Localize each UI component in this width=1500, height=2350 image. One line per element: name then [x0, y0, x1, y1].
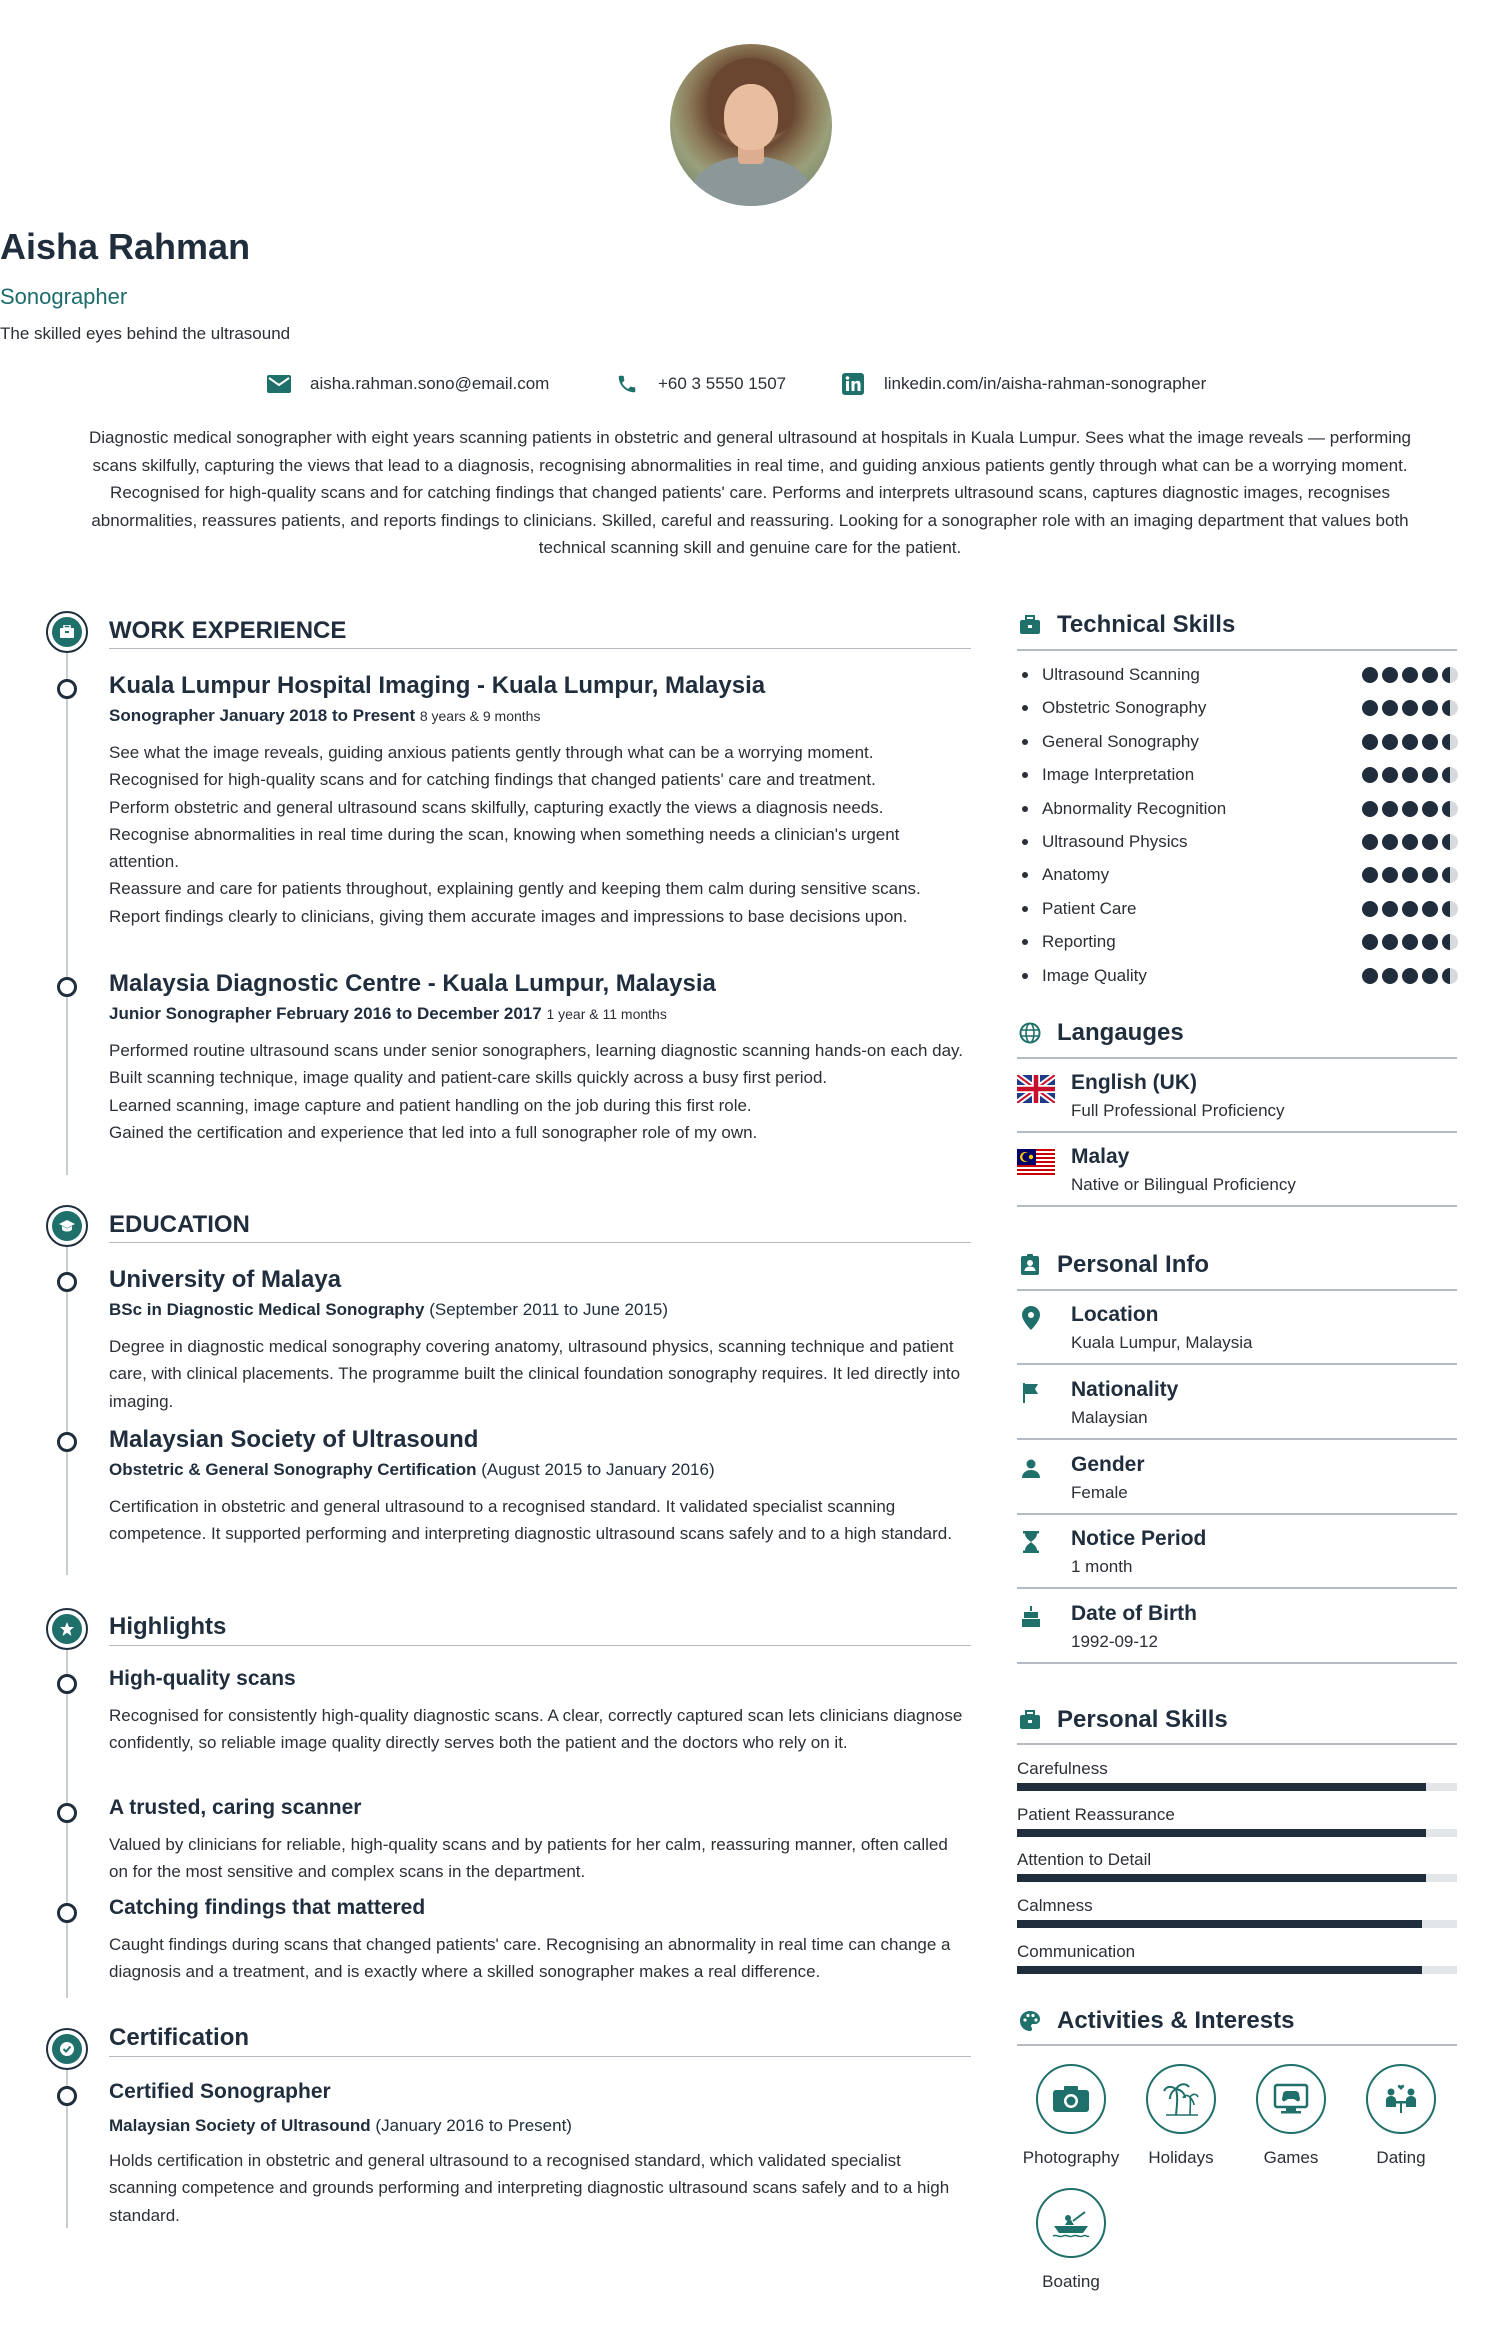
technical-skill-label: Patient Care — [1042, 898, 1137, 918]
languages-title — [1017, 1019, 1184, 1047]
cake-icon — [1019, 1604, 1043, 1630]
item-divider — [1017, 1438, 1457, 1440]
skill-rating — [1358, 734, 1458, 750]
skill-bar-track — [1017, 1783, 1457, 1791]
timeline-dot — [57, 1803, 77, 1823]
phone-text: +60 3 5550 1507 — [658, 374, 787, 393]
personal-skill-label: Carefulness — [1017, 1759, 1108, 1778]
timeline-dot — [57, 679, 77, 699]
person-icon — [1019, 1455, 1043, 1481]
language-name: Malay — [1071, 1145, 1130, 1168]
rating-dot — [1402, 767, 1418, 783]
personal-skill-label: Communication — [1017, 1941, 1136, 1961]
rating-dot — [1382, 734, 1398, 750]
timeline-line — [66, 1648, 68, 1998]
technical-skill-row — [1022, 763, 1458, 787]
skill-bar-fill — [1017, 1783, 1426, 1791]
skill-bar-fill — [1017, 1874, 1426, 1882]
skill-bar-track — [1017, 1920, 1457, 1928]
section-divider — [109, 2056, 971, 2057]
rating-dot — [1442, 801, 1458, 817]
technical-skill-label: Anatomy — [1042, 865, 1110, 885]
certification-section-icon — [46, 2028, 88, 2070]
rating-dot — [1362, 901, 1378, 917]
highlights-section-title: Highlights — [109, 1613, 227, 1640]
activity-label: Boating — [1042, 2272, 1100, 2291]
job-bullet: Recognised for high-quality scans and for catching findings that changed patients' care and treatment. — [109, 770, 876, 790]
technical-skill-row — [1022, 797, 1458, 821]
language-level: Native or Bilingual Proficiency — [1071, 1175, 1296, 1194]
palette-icon — [1017, 2008, 1043, 2034]
item-divider — [1017, 1587, 1457, 1589]
timeline-line — [66, 1245, 68, 1575]
location-pin-icon — [1019, 1305, 1043, 1331]
personal-skill-label: Calmness — [1017, 1896, 1093, 1916]
job-title: Kuala Lumpur Hospital Imaging - Kuala Lumpur, Malaysia — [109, 672, 766, 699]
rating-dot — [1422, 801, 1438, 817]
rating-dot — [1422, 700, 1438, 716]
rating-dot — [1442, 934, 1458, 950]
rating-dot — [1382, 801, 1398, 817]
info-label: Notice Period — [1071, 1527, 1207, 1550]
education-description: Degree in diagnostic medical sonography covering anatomy, ultrasound physics, scanning technique and patient care, with clinical placements. The programme built the clinical foundation sonography requires. It led directly into imaging. — [109, 1337, 961, 1411]
degree-dates: (August 2015 to January 2016) — [476, 1460, 715, 1479]
degree-name: Obstetric & General Sonography Certification — [109, 1460, 477, 1479]
job-bullet: Perform obstetric and general ultrasound scans skilfully, capturing exactly the views a diagnosis needs. — [109, 797, 884, 817]
info-label: Location — [1071, 1303, 1159, 1326]
linkedin-icon — [840, 372, 866, 396]
linkedin-contact[interactable] — [840, 372, 1206, 396]
rating-dot — [1422, 867, 1438, 883]
skill-rating — [1358, 834, 1458, 850]
degree-line — [109, 1460, 715, 1480]
rating-dot — [1442, 734, 1458, 750]
certification-section-title: Certification — [109, 2024, 250, 2051]
rating-dot — [1422, 667, 1438, 683]
rating-dot — [1402, 801, 1418, 817]
section-divider — [1017, 1743, 1457, 1745]
technical-skill-label: Abnormality Recognition — [1042, 798, 1227, 818]
rating-dot — [1362, 934, 1378, 950]
technical-skill-label: Ultrasound Physics — [1042, 832, 1188, 851]
item-divider — [1017, 1513, 1457, 1515]
timeline-dot — [57, 1903, 77, 1923]
degree-dates: (September 2011 to June 2015) — [424, 1300, 669, 1319]
section-divider — [109, 1645, 971, 1646]
certification-issuer: Malaysian Society of Ultrasound — [109, 2116, 371, 2135]
rating-dot — [1362, 734, 1378, 750]
personal-skills-title-text: Personal Skills — [1057, 1706, 1228, 1733]
rating-dot — [1442, 700, 1458, 716]
languages-title-text: Langauges — [1057, 1019, 1184, 1046]
job-bullet: Reassure and care for patients throughout, explaining gently and keeping them calm during sensitive scans. — [109, 879, 921, 899]
rating-dot — [1402, 700, 1418, 716]
rating-dot — [1382, 700, 1398, 716]
rating-dot — [1402, 934, 1418, 950]
highlight-title: A trusted, caring scanner — [109, 1796, 362, 1819]
bullet — [1022, 906, 1028, 912]
timeline-dot — [57, 977, 77, 997]
avatar — [670, 44, 832, 206]
school-name: Malaysian Society of Ultrasound — [109, 1426, 479, 1453]
personal-info-title-text: Personal Info — [1057, 1251, 1210, 1278]
rating-dot — [1402, 667, 1418, 683]
technical-skill-row — [1022, 663, 1458, 687]
palm-tree-icon — [1146, 2064, 1216, 2134]
work-section-title: WORK EXPERIENCE — [109, 617, 347, 644]
info-label: Date of Birth — [1071, 1602, 1197, 1625]
rating-dot — [1382, 667, 1398, 683]
briefcase-icon — [1017, 612, 1043, 638]
camera-icon — [1036, 2064, 1106, 2134]
job-bullet: Report findings clearly to clinicians, giving them accurate images and impressions to base decisions upon. — [109, 906, 908, 926]
personal-skill-label: Attention to Detail — [1017, 1850, 1152, 1870]
tagline: The skilled eyes behind the ultrasound — [0, 324, 291, 343]
school-name: University of Malaya — [109, 1266, 342, 1293]
email-contact[interactable] — [266, 372, 549, 396]
technical-skill-label: General Sonography — [1042, 731, 1199, 751]
personal-skill — [1017, 1896, 1457, 1916]
rating-dot — [1442, 767, 1458, 783]
skill-bar-fill — [1017, 1966, 1422, 1974]
activity-label: Dating — [1376, 2148, 1426, 2167]
bullet — [1022, 806, 1028, 812]
rating-dot — [1362, 700, 1378, 716]
profile-summary: Diagnostic medical sonographer with eight years scanning patients in obstetric and general ultrasound at hospitals in Kuala Lumpur. Sees what the image reveals — performing scans skilfully, capturing the views that lead to a diagnosis, recognising abnormalities in real time, and guiding anxious patients gently through what can be a worrying moment. Recognised for high-quality scans and for catching findings that changed patients' care. Performs and interprets ultrasound scans, captures diagnostic images, recognises abnormalities, reassures patients, and reports findings to clinicians. Skilled, careful and reassuring. Looking for a sonographer role with an imaging department that values both technical scanning skill and genuine care for the patient. — [88, 428, 1412, 557]
info-value: 1 month — [1071, 1557, 1133, 1576]
boat-icon — [1036, 2188, 1106, 2258]
section-divider — [1017, 1289, 1457, 1291]
rating-dot — [1402, 867, 1418, 883]
rating-dot — [1442, 968, 1458, 984]
skill-rating — [1358, 968, 1458, 984]
job-bullet: Performed routine ultrasound scans under senior sonographers, learning diagnostic scanning hands-on each day. — [109, 1041, 963, 1060]
rating-dot — [1442, 834, 1458, 850]
activity-games — [1236, 2064, 1346, 2168]
uk-flag-icon — [1017, 1075, 1055, 1103]
section-divider — [1017, 2044, 1457, 2046]
rating-dot — [1382, 934, 1398, 950]
linkedin-text: linkedin.com/in/aisha-rahman-sonographer — [884, 374, 1207, 393]
info-value: Malaysian — [1071, 1408, 1148, 1427]
highlight-title: Catching findings that mattered — [109, 1896, 426, 1919]
rating-dot — [1362, 801, 1378, 817]
activity-label: Holidays — [1148, 2148, 1214, 2167]
skill-rating — [1358, 934, 1458, 950]
item-divider — [1017, 1662, 1457, 1664]
item-divider — [1017, 1363, 1457, 1365]
technical-skill-label: Obstetric Sonography — [1042, 698, 1207, 718]
job-position — [109, 706, 540, 726]
rating-dot — [1362, 767, 1378, 783]
skill-rating — [1358, 767, 1458, 783]
job-duration: 8 years & 9 months — [419, 708, 541, 724]
technical-skill-row — [1022, 897, 1458, 921]
technical-skill-row — [1022, 830, 1458, 854]
rating-dot — [1362, 867, 1378, 883]
education-section-title: EDUCATION — [109, 1211, 250, 1238]
globe-icon — [1017, 1020, 1043, 1046]
rating-dot — [1402, 901, 1418, 917]
info-label: Gender — [1071, 1453, 1145, 1476]
timeline-line — [66, 650, 68, 1175]
personal-skill — [1017, 1942, 1457, 1962]
activity-dating — [1346, 2064, 1456, 2168]
rating-dot — [1402, 968, 1418, 984]
item-divider — [1017, 1205, 1457, 1207]
timeline-dot — [57, 2086, 77, 2106]
certification-issuer-line — [109, 2116, 572, 2136]
technical-skill-label: Image Interpretation — [1042, 765, 1195, 785]
candidate-role: Sonographer — [0, 284, 128, 309]
personal-skill — [1017, 1850, 1457, 1870]
technical-skill-row — [1022, 930, 1458, 954]
skill-bar-track — [1017, 1829, 1457, 1837]
skill-bar-fill — [1017, 1920, 1422, 1928]
job-position-text: Junior Sonographer February 2016 to December 2017 — [109, 1004, 542, 1023]
job-bullet: Gained the certification and experience that led into a full sonographer role of my own. — [109, 1122, 758, 1142]
item-divider — [1017, 1131, 1457, 1133]
phone-icon — [614, 372, 640, 396]
bullet — [1022, 839, 1028, 845]
bullet — [1022, 872, 1028, 878]
job-position-text: Sonographer January 2018 to Present — [109, 706, 416, 725]
email-text: aisha.rahman.sono@email.com — [310, 374, 550, 393]
degree-line — [109, 1300, 668, 1320]
bullet — [1022, 973, 1028, 979]
personal-skill-label: Patient Reassurance — [1017, 1804, 1175, 1824]
timeline-dot — [57, 1272, 77, 1292]
technical-skill-label: Reporting — [1042, 932, 1116, 952]
job-bullet: Recognise abnormalities in real time during the scan, knowing when something needs a clinician's urgent attention. — [109, 824, 900, 872]
flag-icon — [1019, 1380, 1043, 1406]
activities-title — [1017, 2007, 1294, 2035]
job-duration: 1 year & 11 months — [546, 1006, 667, 1022]
bullet — [1022, 672, 1028, 678]
highlight-description: Caught findings during scans that changed patients' care. Recognising an abnormality in real time can change a diagnosis and a treatment, and is exactly where a skilled sonographer makes a real difference. — [109, 1935, 951, 1982]
certification-description: Holds certification in obstetric and general ultrasound to a recognised standard, which validated specialist scanning competence and grounds performing and interpreting diagnostic ultrasound scans safely and to a high standard. — [109, 2151, 950, 2225]
technical-skills-title-text: Technical Skills — [1057, 611, 1236, 638]
game-controller-icon — [1256, 2064, 1326, 2134]
skill-rating — [1358, 700, 1458, 716]
job-position — [109, 1004, 667, 1024]
section-divider — [109, 648, 971, 649]
personal-skills-title — [1017, 1706, 1228, 1734]
email-icon — [266, 372, 292, 396]
briefcase-icon — [1017, 1707, 1043, 1733]
job-description — [109, 1037, 971, 1146]
info-value: Kuala Lumpur, Malaysia — [1071, 1333, 1253, 1352]
info-value: 1992-09-12 — [1071, 1632, 1158, 1651]
job-bullet: Learned scanning, image capture and patient handling on the job during this first role. — [109, 1095, 752, 1115]
malaysia-flag-icon — [1017, 1149, 1055, 1177]
language-name: English (UK) — [1071, 1071, 1197, 1094]
rating-dot — [1362, 968, 1378, 984]
bullet — [1022, 939, 1028, 945]
rating-dot — [1382, 767, 1398, 783]
dating-icon — [1366, 2064, 1436, 2134]
phone-contact[interactable] — [614, 372, 786, 396]
certification-dates: (January 2016 to Present) — [370, 2116, 572, 2135]
skill-bar-fill — [1017, 1829, 1426, 1837]
bullet — [1022, 739, 1028, 745]
rating-dot — [1442, 867, 1458, 883]
activity-holidays — [1126, 2064, 1236, 2168]
hourglass-icon — [1019, 1529, 1043, 1555]
rating-dot — [1382, 834, 1398, 850]
education-description: Certification in obstetric and general ultrasound to a recognised standard. It validated specialist scanning competence. It supported performing and interpreting diagnostic ultrasound scans safely and to a high standard. — [109, 1497, 952, 1544]
section-divider — [1017, 649, 1457, 651]
technical-skill-row — [1022, 964, 1458, 988]
activities-title-text: Activities & Interests — [1057, 2007, 1295, 2034]
activity-photography — [1016, 2064, 1126, 2168]
id-badge-icon — [1017, 1252, 1043, 1278]
technical-skill-label: Image Quality — [1042, 965, 1147, 985]
personal-info-title — [1017, 1251, 1209, 1279]
rating-dot — [1442, 901, 1458, 917]
activity-label: Games — [1263, 2148, 1319, 2167]
section-divider — [109, 1242, 971, 1243]
rating-dot — [1382, 867, 1398, 883]
rating-dot — [1442, 667, 1458, 683]
info-value: Female — [1071, 1483, 1128, 1502]
timeline-dot — [57, 1432, 77, 1452]
info-label: Nationality — [1071, 1378, 1179, 1401]
highlights-section-icon — [46, 1608, 88, 1650]
highlight-description: Recognised for consistently high-quality diagnostic scans. A clear, correctly captured scan lets clinicians diagnose confidently, so reliable image quality directly serves both the patient and the doctors who rely on it. — [109, 1706, 963, 1753]
technical-skill-row — [1022, 696, 1458, 720]
rating-dot — [1422, 968, 1438, 984]
technical-skill-row — [1022, 730, 1458, 754]
rating-dot — [1422, 901, 1438, 917]
skill-rating — [1358, 867, 1458, 883]
rating-dot — [1422, 934, 1438, 950]
activity-label: Photography — [1022, 2148, 1120, 2167]
certification-title: Certified Sonographer — [109, 2080, 331, 2103]
personal-skill — [1017, 1805, 1457, 1825]
timeline-dot — [57, 1674, 77, 1694]
job-title: Malaysia Diagnostic Centre - Kuala Lumpur, Malaysia — [109, 970, 716, 997]
language-level: Full Professional Proficiency — [1071, 1101, 1285, 1120]
bullet — [1022, 705, 1028, 711]
rating-dot — [1382, 968, 1398, 984]
skill-bar-track — [1017, 1966, 1457, 1974]
technical-skills-title — [1017, 611, 1235, 639]
rating-dot — [1362, 667, 1378, 683]
bullet — [1022, 772, 1028, 778]
skill-rating — [1358, 667, 1458, 683]
technical-skill-row — [1022, 863, 1458, 887]
rating-dot — [1362, 834, 1378, 850]
skill-rating — [1358, 801, 1458, 817]
technical-skill-label: Ultrasound Scanning — [1042, 665, 1200, 684]
degree-name: BSc in Diagnostic Medical Sonography — [109, 1300, 425, 1319]
rating-dot — [1422, 767, 1438, 783]
job-bullet: See what the image reveals, guiding anxious patients gently through what can be a worrying moment. — [109, 743, 874, 762]
rating-dot — [1382, 901, 1398, 917]
work-section-icon — [46, 611, 88, 653]
rating-dot — [1422, 734, 1438, 750]
skill-rating — [1358, 901, 1458, 917]
rating-dot — [1402, 734, 1418, 750]
skill-bar-track — [1017, 1874, 1457, 1882]
rating-dot — [1422, 834, 1438, 850]
activity-boating — [1016, 2188, 1126, 2292]
job-bullet: Built scanning technique, image quality and patient-care skills quickly across a busy first period. — [109, 1068, 828, 1088]
job-description — [109, 739, 971, 930]
candidate-name: Aisha Rahman — [0, 226, 251, 267]
highlight-description: Valued by clinicians for reliable, high-quality scans and by patients for her calm, reassuring manner, often called on for the most sensitive and complex scans in the department. — [109, 1835, 948, 1882]
section-divider — [1017, 1057, 1457, 1059]
education-section-icon — [46, 1205, 88, 1247]
personal-skill — [1017, 1759, 1457, 1779]
highlight-title: High-quality scans — [109, 1667, 296, 1690]
rating-dot — [1402, 834, 1418, 850]
